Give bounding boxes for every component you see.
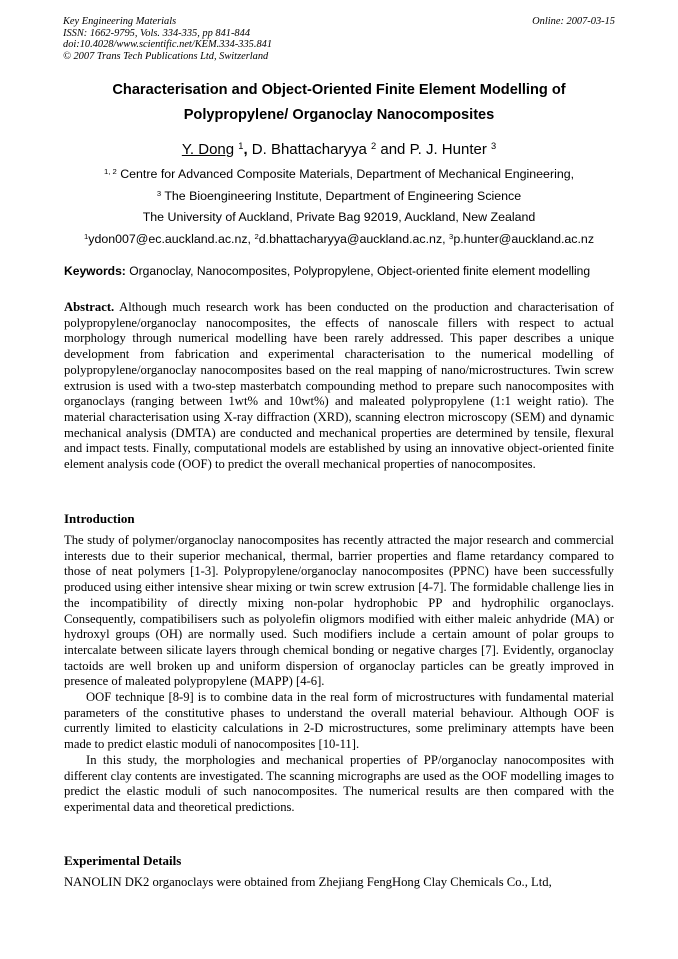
paper-title-line-1: Characterisation and Object-Oriented Finite Element Modelling of [112, 82, 566, 98]
affiliation-2-text: The Bioengineering Institute, Department of Engineering Science [161, 189, 522, 203]
copyright-line: © 2007 Trans Tech Publications Ltd, Switzerland [63, 50, 269, 62]
affiliation-1-text: Centre for Advanced Composite Materials, Department of Mechanical Engineering, [120, 167, 575, 181]
author-2: D. Bhattacharyya [247, 141, 372, 158]
introduction-heading: Introduction [64, 511, 135, 526]
keywords [64, 264, 624, 278]
affiliation-1 [40, 167, 638, 181]
keywords-label: Keywords: [64, 264, 126, 278]
introduction-body [64, 533, 614, 816]
author-list [40, 141, 638, 158]
paper-title-line-2: Polypropylene/ Organoclay Nanocomposites [183, 107, 495, 123]
abstract-label: Abstract. [64, 300, 115, 314]
author-3: P. J. Hunter [409, 141, 491, 158]
abstract-text: Although much research work has been conducted on the production and characterisation of polypropylene/organoclay nanocomposites, the effects of nanoscale fillers with respect to actual morphology through numerical modelling have been rarely addressed. This paper describes a unique development from fabrication and experimental characterisation to the numerical modelling of polypropylene/organoclay nanocomposites based on the real mapping of nano/microstructures. Twin screw extrusion is used with a two-step masterbatch compounding method to prepare such nanocomposites with organoclays (ranging between 1wt% and 10wt%) and maleated polypropylene (1:1 weight ratio). The material characterisation using X-ray diffraction (XRD), scanning electron microscopy (SEM) and dynamic mechanical analysis (DMTA) are conducted and mechanical properties are determined by tensile, flexural and impact tests. Finally, computational models are established by using an innovative object-oriented finite element analysis code (OOF) to predict the overall mechanical properties of nanocomposites. [64, 300, 614, 472]
author-separator: , [243, 141, 248, 158]
email-1-mark: 1 [83, 231, 89, 241]
email-3-mark: 3 [449, 231, 454, 241]
doi-line: doi:10.4028/www.scientific.net/KEM.334-335.841 [63, 39, 273, 51]
email-3: p.hunter@auckland.ac.nz [453, 232, 595, 246]
introduction-paragraph-2: OOF technique [8-9] is to combine data in the real form of microstructures with fundamental material parameters of the constitutive phases to understand the overall material behaviour. Although OOF is currently limited to elasticity calculations in 2-D microstructures, some preliminary attempts have been made to predict elastic moduli of nanocomposites [10-11]. [64, 690, 614, 752]
email-list [40, 232, 638, 246]
experimental-heading: Experimental Details [64, 853, 182, 868]
abstract [64, 300, 614, 473]
author-2-affiliation-mark: 2 [371, 140, 377, 151]
keywords-text: Organoclay, Nanocomposites, Polypropylene, Object-oriented finite element modelling [125, 264, 591, 278]
author-1: Y. Dong [181, 141, 235, 158]
affiliation-2-mark: 3 [156, 188, 162, 198]
introduction-paragraph-1: The study of polymer/organoclay nanocomposites has recently attracted the major research and commercial interests due to their superior mechanical, thermal, barrier properties and flame retardancy compared to those of neat polymers [1-3]. Polypropylene/organoclay nanocomposites (PPNC) have been successfully produced using either intensive shear mixing or twin screw extrusion [4-7]. The formidable challenge lies in the incompatibility of directly mixing non-polar hydrophobic PP and hydrophilic organoclays. Consequently, compatibilisers such as polyolefin oligmors modified with either maleic anhydride (MA) or hydroxyl groups (OH) are normally used. Such modifiers include a certain amount of polar groups to intercalate between silicate layers through chemical bonding or negative charges [7]. Evidently, organoclay tactoids are well broken up and uniform dispersion of organoclay particles can be greatly improved in presence of maleated polypropylene (MAPP) [4-6]. [64, 533, 614, 689]
issn-line: ISSN: 1662-9795, Vols. 334-335, pp 841-844 [63, 27, 251, 39]
email-2-mark: 2 [254, 231, 259, 241]
online-date: Online: 2007-03-15 [532, 16, 615, 27]
journal-header [63, 16, 272, 62]
affiliation-1-mark: 1, 2 [103, 166, 117, 176]
experimental-text: NANOLIN DK2 organoclays were obtained from Zhejiang FengHong Clay Chemicals Co., Ltd, [64, 875, 552, 889]
affiliation-2 [40, 189, 638, 203]
email-1: ydon007@ec.auckland.ac.nz, [88, 232, 255, 246]
university-address: The University of Auckland, Private Bag 92019, Auckland, New Zealand [142, 210, 536, 224]
author-3-affiliation-mark: 3 [491, 140, 497, 151]
journal-name: Key Engineering Materials [63, 16, 177, 27]
author-1-affiliation-mark: 1 [238, 140, 244, 151]
email-2: d.bhattacharyya@auckland.ac.nz, [258, 232, 450, 246]
introduction-paragraph-3: In this study, the morphologies and mechanical properties of PP/organoclay nanocomposites with different clay contents are investigated. The scanning micrographs are used as the OOF modelling images to predict the elastic moduli of such nanocomposites. The numerical results are then compared with the experimental data and theoretical predictions. [64, 752, 614, 814]
author-and: and [376, 141, 410, 158]
